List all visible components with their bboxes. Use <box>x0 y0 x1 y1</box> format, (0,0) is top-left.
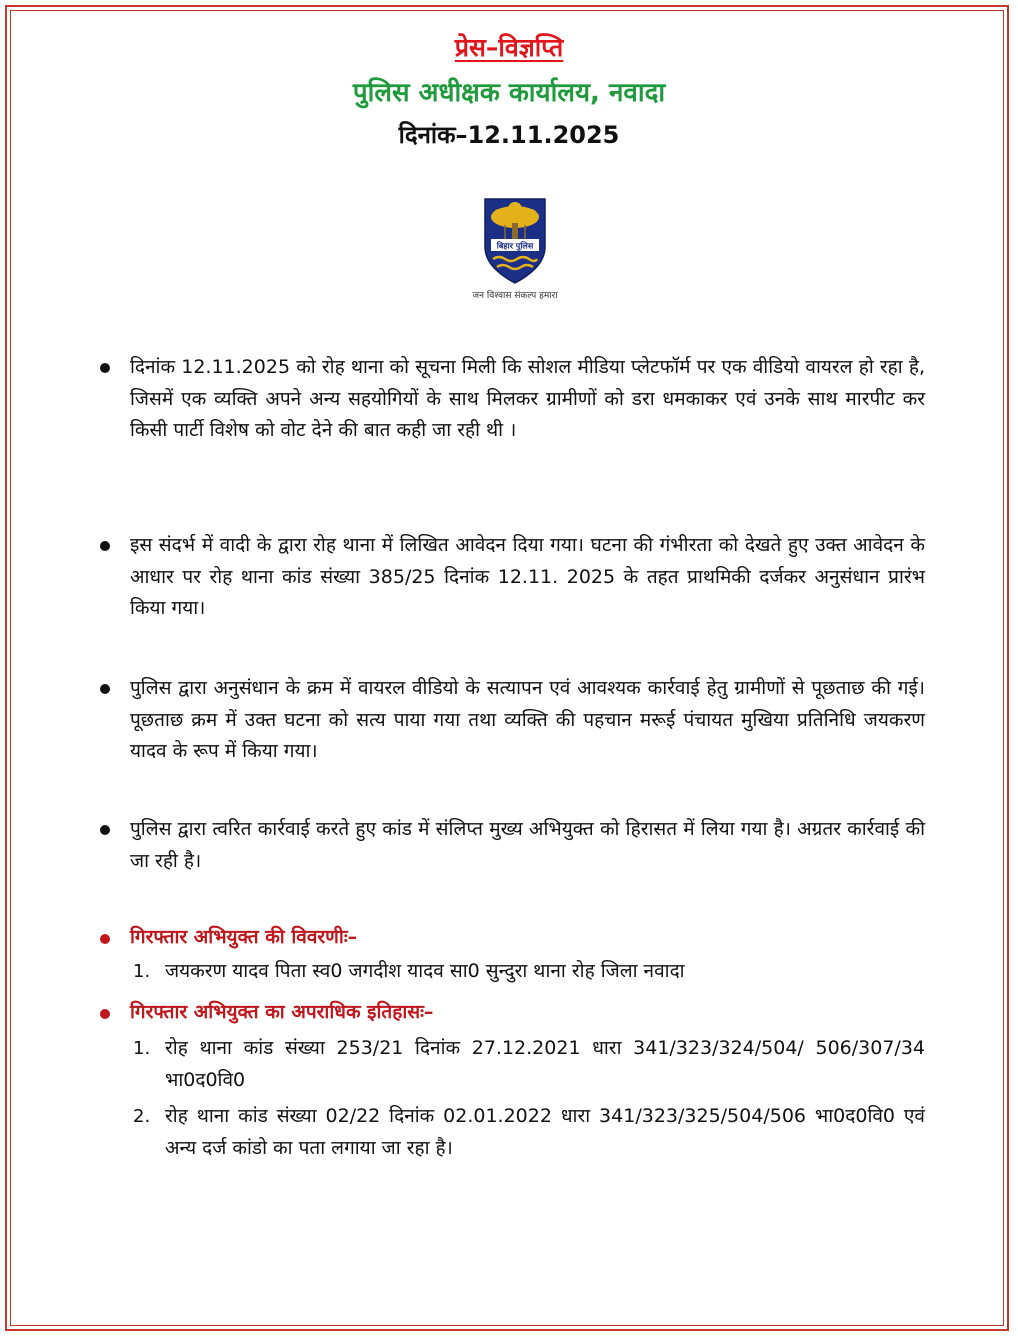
paragraph-3: पुलिस द्वारा अनुसंधान के क्रम में वायरल वीडियो के सत्यापन एवं आवश्यक कार्रवाई हेतु ग्रामीणों से पूछताछ की गई। पूछताछ क्रम में उक्त घटना को सत्य पाया गया तथा व्यक्ति की पहचान मरूई पंचायत मुखिया प्रतिनिधि जयकरण यादव के रूप में किया गया। <box>130 677 925 762</box>
bullet-icon <box>100 1009 110 1019</box>
paragraph-2: इस संदर्भ में वादी के द्वारा रोह थाना में लिखित आवेदन दिया गया। घटना की गंभीरता को देखते हुए उक्त आवेदन के आधार पर रोह थाना कांड संख्या 385/25 दिनांक 12.11. 2025 के तहत प्राथमिकी दर्जकर अनुसंधान प्रारंभ किया गया। <box>130 534 925 619</box>
arrested-item: जयकरण यादव पिता स्व0 जगदीश यादव सा0 सुन्दुरा थाना रोह जिला नवादा <box>165 960 685 982</box>
bullet-icon <box>100 684 110 694</box>
bullet-icon <box>100 541 110 551</box>
paragraph-4: पुलिस द्वारा त्वरित कार्रवाई करते हुए कांड में संलिप्त मुख्य अभियुक्त को हिरासत में लिया गया है। अग्रतर कार्रवाई की जा रही है। <box>130 818 925 872</box>
history-item: रोह थाना कांड संख्या 02/22 दिनांक 02.01.2022 धारा 341/323/325/504/506 भा0द0वि0 एवं अन्य दर्ज कांडो का पता लगाया जा रहा है। <box>165 1105 925 1159</box>
history-item: रोह थाना कांड संख्या 253/21 दिनांक 27.12.2021 धारा 341/323/324/504/ 506/307/34 भा0द0वि0 <box>165 1037 925 1091</box>
logo-emblem-text: बिहार पुलिस <box>496 241 534 251</box>
bullet-icon <box>100 934 110 944</box>
list-number: 2. <box>133 1106 151 1127</box>
list-number: 1. <box>133 961 151 982</box>
criminal-history-heading: गिरफ्तार अभियुक्त का अपराधिक इतिहासः– <box>130 1001 434 1023</box>
list-number: 1. <box>133 1038 151 1059</box>
press-release-title: प्रेस–विज्ञप्ति <box>454 33 564 62</box>
paragraph-1: दिनांक 12.11.2025 को रोह थाना को सूचना मिली कि सोशल मीडिया प्लेटफॉर्म पर एक वीडियो वायरल हो रहा है, जिसमें एक व्यक्ति अपने अन्य सहयोगियों के साथ मिलकर ग्रामीणों को डरा धमकाकर एवं उनके साथ मारपीट कर किसी पार्टी विशेष को वोट देने की बात कही जा रही थी । <box>130 356 925 441</box>
release-date: दिनांक–12.11.2025 <box>398 121 620 149</box>
logo-tagline: जन विश्वास संकल्प हमारा <box>472 291 558 301</box>
bullet-icon <box>100 825 110 835</box>
bullet-icon <box>100 363 110 373</box>
arrested-details-heading: गिरफ्तार अभियुक्त की विवरणीः– <box>130 926 358 948</box>
office-name: पुलिस अधीक्षक कार्यालय, नवादा <box>352 78 666 108</box>
